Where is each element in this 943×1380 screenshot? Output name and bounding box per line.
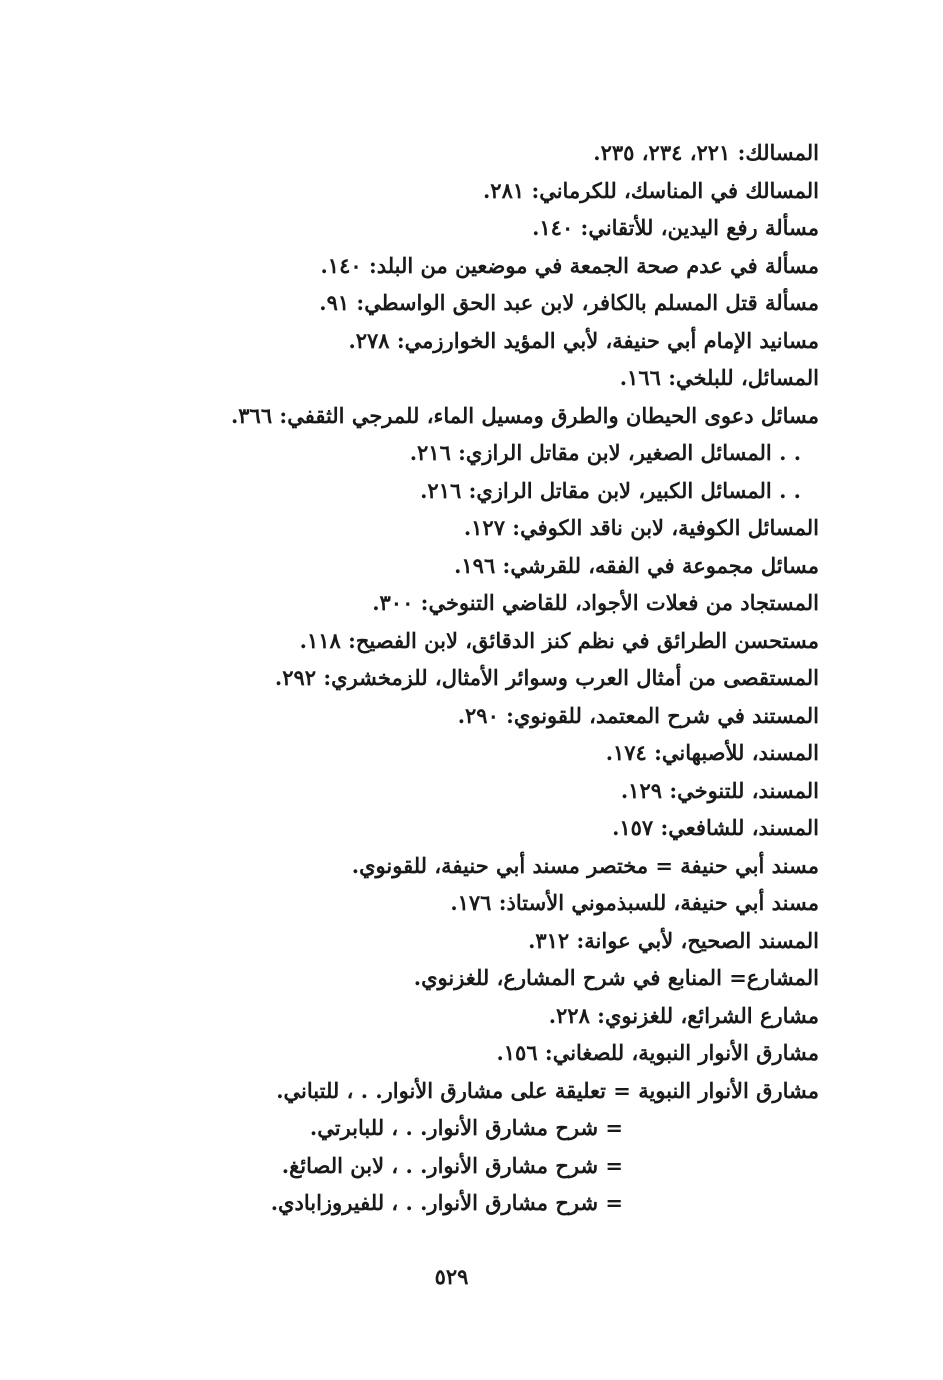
- index-entry: المسند، للتنوخي: ١٢٩.: [620, 777, 819, 803]
- index-list: [119, 134, 819, 1222]
- index-entry: مسند أبي حنيفة = مختصر مسند أبي حنيفة، للقونوي.: [351, 852, 819, 878]
- index-entry: مسائل مجموعة في الفقه، للقرشي: ١٩٦.: [454, 552, 819, 578]
- index-entry: المسند الصحيح، لأبي عوانة: ٣١٢.: [528, 927, 819, 953]
- index-entry: مسألة في عدم صحة الجمعة في موضعين من البلد: ١٤٠.: [320, 252, 819, 278]
- index-entry: المسائل الكوفية، لابن ناقد الكوفي: ١٢٧.: [463, 515, 819, 540]
- index-entry: مسألة قتل المسلم بالكافر، لابن عبد الحق الواسطي: ٩١.: [319, 290, 819, 315]
- index-subentry: . . المسائل الصغير، لابن مقاتل الرازي: ٢١٦.: [409, 440, 801, 465]
- index-entry: المشارع= المنابع في شرح المشارع، للغزنوي.: [413, 965, 819, 990]
- index-continuation: = شرح مشارق الأنوار. . ، للفيروزابادي.: [270, 1190, 623, 1215]
- index-entry: المسائل، للبلخي: ١٦٦.: [619, 365, 819, 390]
- index-entry: مشارق الأنوار النبوية، للصغاني: ١٥٦.: [496, 1040, 819, 1065]
- index-continuation: = شرح مشارق الأنوار. . ، لابن الصائغ.: [281, 1152, 623, 1178]
- index-entry: المسند، للشافعي: ١٥٧.: [612, 815, 819, 840]
- index-entry: المسالك في المناسك، للكرماني: ٢٨١.: [482, 177, 819, 203]
- index-entry: مسند أبي حنيفة، للسبذموني الأستاذ: ١٧٦.: [450, 890, 819, 915]
- index-entry: مسألة رفع اليدين، للأتقاني: ١٤٠.: [532, 215, 819, 240]
- page-number: ٥٢٩: [434, 1264, 469, 1289]
- index-entry: المستجاد من فعلات الأجواد، للقاضي التنوخي: ٣٠٠.: [372, 590, 819, 615]
- index-entry: مسانيد الإمام أبي حنيفة، لأبي المؤيد الخوارزمي: ٢٧٨.: [348, 327, 819, 353]
- index-entry: مستحسن الطرائق في نظم كنز الدقائق، لابن الفصيح: ١١٨.: [299, 627, 819, 653]
- index-entry: المستند في شرح المعتمد، للقونوي: ٢٩٠.: [457, 702, 819, 728]
- index-entry: مسائل دعوى الحيطان والطرق ومسيل الماء، للمرجي الثقفي: ٣٦٦.: [230, 402, 819, 428]
- index-entry: المسند، للأصبهاني: ١٧٤.: [605, 740, 819, 765]
- index-entry: المسالك: ٢٢١، ٢٣٤، ٢٣٥.: [593, 140, 819, 165]
- index-continuation: = شرح مشارق الأنوار. . ، للبابرتي.: [309, 1115, 623, 1140]
- index-entry: مشارع الشرائع، للغزنوي: ٢٢٨.: [548, 1002, 819, 1028]
- index-entry: المستقصى من أمثال العرب وسوائر الأمثال، للزمخشري: ٢٩٢.: [274, 665, 819, 690]
- index-subentry: . . المسائل الكبير، لابن مقاتل الرازي: ٢١٦.: [420, 477, 801, 503]
- index-entry: مشارق الأنوار النبوية = تعليقة على مشارق الأنوار. . ، للتباني.: [276, 1077, 819, 1103]
